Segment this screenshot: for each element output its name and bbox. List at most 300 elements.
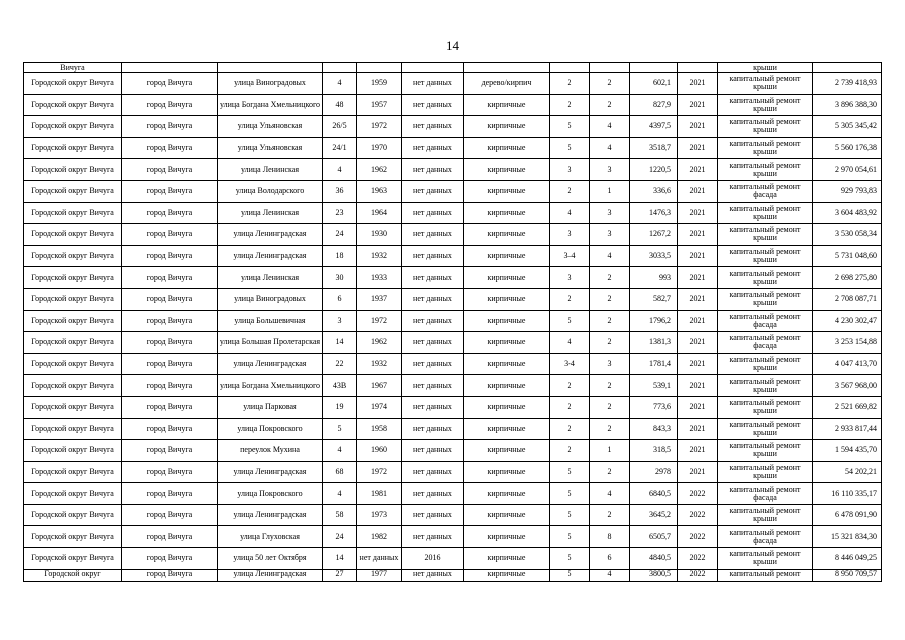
year-planned-cell: 2021 — [678, 396, 718, 418]
work-type-cell: капитальный ремонт крыши — [718, 137, 813, 159]
house-number-cell: 5 — [323, 418, 357, 440]
year-built-cell: 1972 — [357, 116, 402, 138]
year-built-cell: 1972 — [357, 461, 402, 483]
entrances-cell: 2 — [590, 73, 630, 95]
city-cell: город Вичуга — [122, 461, 218, 483]
cost-cell: 4 047 413,70 — [813, 353, 882, 375]
entrances-cell: 6 — [590, 548, 630, 570]
table-row — [24, 288, 882, 310]
street-cell: улица Ленинградская — [218, 245, 323, 267]
cost-cell: 4 230 302,47 — [813, 310, 882, 332]
cost-cell: 15 321 834,30 — [813, 526, 882, 548]
year-overhaul-cell: нет данных — [402, 73, 464, 95]
cost-cell: 2 933 817,44 — [813, 418, 882, 440]
work-type-cell: капитальный ремонт крыши — [718, 288, 813, 310]
municipality-cell: Городской округ Вичуга — [24, 483, 122, 505]
wall-material-cell: кирпичные — [464, 116, 550, 138]
floors-cell: 5 — [550, 310, 590, 332]
table-row — [24, 461, 882, 483]
work-type-cell: капитальный ремонт крыши — [718, 353, 813, 375]
floors-cell: 3 — [550, 224, 590, 246]
housing-repair-table — [23, 62, 882, 582]
cost-cell: 5 731 048,60 — [813, 245, 882, 267]
table-row — [24, 483, 882, 505]
wall-material-cell: кирпичные — [464, 245, 550, 267]
table-row — [24, 353, 882, 375]
year-overhaul-cell: нет данных — [402, 504, 464, 526]
work-type-cell: капитальный ремонт фасада — [718, 310, 813, 332]
wall-material-cell: кирпичные — [464, 526, 550, 548]
year-overhaul-cell: нет данных — [402, 288, 464, 310]
area-cell: 3518,7 — [630, 137, 678, 159]
area-cell: 4840,5 — [630, 548, 678, 570]
table-row — [24, 73, 882, 95]
floors-cell: 3 — [550, 159, 590, 181]
house-number-cell: 19 — [323, 396, 357, 418]
street-cell: улица Ленинская — [218, 159, 323, 181]
year-planned-cell: 2021 — [678, 353, 718, 375]
floors-cell: 2 — [550, 180, 590, 202]
floors-cell: 5 — [550, 548, 590, 570]
house-number-cell: 30 — [323, 267, 357, 289]
cost-cell: 3 567 968,00 — [813, 375, 882, 397]
entrances-cell: 1 — [590, 440, 630, 462]
work-type-cell: капитальный ремонт крыши — [718, 245, 813, 267]
municipality-cell: Городской округ Вичуга — [24, 267, 122, 289]
area-cell: 1381,3 — [630, 332, 678, 354]
street-cell: улица Володарского — [218, 180, 323, 202]
table-row — [24, 180, 882, 202]
cost-cell: 5 560 176,38 — [813, 137, 882, 159]
street-cell: улица Большевичная — [218, 310, 323, 332]
municipality-cell: Городской округ Вичуга — [24, 504, 122, 526]
cost-cell: 3 604 483,92 — [813, 202, 882, 224]
municipality-cell: Городской округ Вичуга — [24, 418, 122, 440]
table-row — [24, 440, 882, 462]
wall-material-cell: кирпичные — [464, 180, 550, 202]
entrances-cell: 3 — [590, 224, 630, 246]
floors-cell: 4 — [550, 332, 590, 354]
house-number-cell: 14 — [323, 548, 357, 570]
floors-cell: 2 — [550, 418, 590, 440]
entrances-cell: 3 — [590, 353, 630, 375]
continued-row — [24, 63, 882, 73]
work-type-cell: капитальный ремонт крыши — [718, 267, 813, 289]
year-built-cell: 1933 — [357, 267, 402, 289]
year-planned-cell: 2021 — [678, 267, 718, 289]
city-cell: город Вичуга — [122, 504, 218, 526]
street-cell: улица Виноградовых — [218, 288, 323, 310]
entrances-cell: 4 — [590, 245, 630, 267]
area-cell: 539,1 — [630, 375, 678, 397]
entrances-cell: 4 — [590, 483, 630, 505]
year-planned-cell: 2021 — [678, 461, 718, 483]
street-cell: улица Ленинградская — [218, 569, 323, 581]
area-cell: 1796,2 — [630, 310, 678, 332]
table-row — [24, 526, 882, 548]
work-type-cell: капитальный ремонт крыши — [718, 418, 813, 440]
cost-cell: 6 478 091,90 — [813, 504, 882, 526]
city-cell: город Вичуга — [122, 483, 218, 505]
page-number: 14 — [446, 38, 459, 53]
floors-cell: 3 — [550, 267, 590, 289]
house-number-cell: 36 — [323, 180, 357, 202]
wall-material-cell: кирпичные — [464, 375, 550, 397]
area-cell: 1267,2 — [630, 224, 678, 246]
area-cell: 993 — [630, 267, 678, 289]
year-built-cell: 1982 — [357, 526, 402, 548]
cost-cell: 2 739 418,93 — [813, 73, 882, 95]
floors-cell: 2 — [550, 94, 590, 116]
year-built-cell: 1964 — [357, 202, 402, 224]
floors-cell: 5 — [550, 569, 590, 581]
year-built-cell: 1973 — [357, 504, 402, 526]
year-planned-cell: 2021 — [678, 310, 718, 332]
floors-cell: 5 — [550, 137, 590, 159]
municipality-cell: Городской округ Вичуга — [24, 548, 122, 570]
city-cell: город Вичуга — [122, 310, 218, 332]
municipality-cell: Городской округ Вичуга — [24, 332, 122, 354]
street-cell: переулок Мухина — [218, 440, 323, 462]
year-overhaul-cell: нет данных — [402, 418, 464, 440]
work-type-cell: капитальный ремонт фасада — [718, 332, 813, 354]
municipality-cell: Городской округ Вичуга — [24, 375, 122, 397]
work-type-cell: капитальный ремонт — [718, 569, 813, 581]
entrances-cell: 2 — [590, 332, 630, 354]
municipality-cell: Городской округ Вичуга — [24, 94, 122, 116]
year-planned-cell: 2022 — [678, 569, 718, 581]
year-overhaul-cell: нет данных — [402, 440, 464, 462]
year-planned-cell: 2022 — [678, 483, 718, 505]
year-overhaul-cell: нет данных — [402, 267, 464, 289]
house-number-cell: 24 — [323, 526, 357, 548]
wall-material-cell: кирпичные — [464, 504, 550, 526]
city-cell: город Вичуга — [122, 548, 218, 570]
city-cell: город Вичуга — [122, 569, 218, 581]
work-type-cell: капитальный ремонт крыши — [718, 94, 813, 116]
floors-cell: 2 — [550, 440, 590, 462]
table-row — [24, 137, 882, 159]
year-planned-cell: 2021 — [678, 245, 718, 267]
cost-cell: 3 253 154,88 — [813, 332, 882, 354]
house-number-cell: 22 — [323, 353, 357, 375]
house-number-cell: 24/1 — [323, 137, 357, 159]
floors-cell: 2 — [550, 288, 590, 310]
year-built-cell: 1962 — [357, 332, 402, 354]
wall-material-cell: кирпичные — [464, 224, 550, 246]
cost-cell: 2 970 054,61 — [813, 159, 882, 181]
city-cell: город Вичуга — [122, 245, 218, 267]
house-number-cell: 24 — [323, 224, 357, 246]
entrances-cell: 2 — [590, 418, 630, 440]
year-overhaul-cell: нет данных — [402, 461, 464, 483]
floors-cell: 5 — [550, 461, 590, 483]
street-cell: улица Ленинская — [218, 202, 323, 224]
city-cell: город Вичуга — [122, 375, 218, 397]
city-cell: город Вичуга — [122, 180, 218, 202]
table-row — [24, 310, 882, 332]
wall-material-cell: кирпичные — [464, 353, 550, 375]
year-overhaul-cell: нет данных — [402, 116, 464, 138]
wall-material-cell: дерево/кирпич — [464, 73, 550, 95]
house-number-cell: 14 — [323, 332, 357, 354]
work-type-cell: капитальный ремонт крыши — [718, 224, 813, 246]
work-type-cell: капитальный ремонт крыши — [718, 375, 813, 397]
year-built-cell: 1967 — [357, 375, 402, 397]
year-overhaul-cell: нет данных — [402, 526, 464, 548]
city-cell: город Вичуга — [122, 288, 218, 310]
municipality-cell: Городской округ Вичуга — [24, 73, 122, 95]
street-cell: улица Богдана Хмельницкого — [218, 375, 323, 397]
year-built-cell: 1957 — [357, 94, 402, 116]
year-planned-cell: 2021 — [678, 440, 718, 462]
cost-cell: 5 305 345,42 — [813, 116, 882, 138]
year-built-cell: 1930 — [357, 224, 402, 246]
table-row — [24, 245, 882, 267]
floors-cell: 5 — [550, 526, 590, 548]
area-cell: 582,7 — [630, 288, 678, 310]
table-row — [24, 224, 882, 246]
year-built-cell: 1958 — [357, 418, 402, 440]
street-cell: улица Большая Пролетарская — [218, 332, 323, 354]
area-cell: 3645,2 — [630, 504, 678, 526]
floors-cell: 4 — [550, 202, 590, 224]
entrances-cell: 2 — [590, 396, 630, 418]
work-type-cell: капитальный ремонт крыши — [718, 461, 813, 483]
wall-material-cell: кирпичные — [464, 461, 550, 483]
work-type-cell: крыши — [718, 63, 813, 73]
year-built-cell: 1962 — [357, 159, 402, 181]
entrances-cell: 4 — [590, 137, 630, 159]
entrances-cell: 2 — [590, 288, 630, 310]
work-type-cell: капитальный ремонт крыши — [718, 396, 813, 418]
street-cell: улица Ульяновская — [218, 116, 323, 138]
street-cell: улица Виноградовых — [218, 73, 323, 95]
city-cell: город Вичуга — [122, 94, 218, 116]
year-planned-cell: 2021 — [678, 94, 718, 116]
street-cell: улица Ленинградская — [218, 461, 323, 483]
table-row — [24, 375, 882, 397]
year-planned-cell: 2021 — [678, 288, 718, 310]
entrances-cell: 2 — [590, 375, 630, 397]
cost-cell: 8 446 049,25 — [813, 548, 882, 570]
municipality-cell: Городской округ Вичуга — [24, 202, 122, 224]
year-built-cell: 1937 — [357, 288, 402, 310]
year-overhaul-cell: нет данных — [402, 245, 464, 267]
table-row — [24, 396, 882, 418]
floors-cell: 3–4 — [550, 245, 590, 267]
year-planned-cell: 2021 — [678, 224, 718, 246]
area-cell: 6505,7 — [630, 526, 678, 548]
house-number-cell: 4 — [323, 159, 357, 181]
year-planned-cell: 2021 — [678, 332, 718, 354]
entrances-cell: 2 — [590, 94, 630, 116]
table-row — [24, 159, 882, 181]
year-built-cell: 1981 — [357, 483, 402, 505]
city-cell: город Вичуга — [122, 224, 218, 246]
house-number-cell: 68 — [323, 461, 357, 483]
city-cell: город Вичуга — [122, 353, 218, 375]
area-cell: 773,6 — [630, 396, 678, 418]
year-built-cell: 1932 — [357, 245, 402, 267]
house-number-cell: 3 — [323, 310, 357, 332]
wall-material-cell: кирпичные — [464, 267, 550, 289]
wall-material-cell: кирпичные — [464, 418, 550, 440]
work-type-cell: капитальный ремонт крыши — [718, 159, 813, 181]
city-cell: город Вичуга — [122, 440, 218, 462]
year-planned-cell: 2021 — [678, 73, 718, 95]
wall-material-cell: кирпичные — [464, 569, 550, 581]
entrances-cell: 2 — [590, 310, 630, 332]
work-type-cell: капитальный ремонт фасада — [718, 483, 813, 505]
municipality-cell: Городской округ Вичуга — [24, 137, 122, 159]
wall-material-cell: кирпичные — [464, 483, 550, 505]
area-cell: 602,1 — [630, 73, 678, 95]
street-cell: улица Ульяновская — [218, 137, 323, 159]
table-row — [24, 267, 882, 289]
cost-cell: 929 793,83 — [813, 180, 882, 202]
year-planned-cell: 2021 — [678, 137, 718, 159]
area-cell: 318,5 — [630, 440, 678, 462]
entrances-cell: 1 — [590, 180, 630, 202]
floors-cell: 3-4 — [550, 353, 590, 375]
wall-material-cell: кирпичные — [464, 310, 550, 332]
area-cell: 4397,5 — [630, 116, 678, 138]
street-cell: улица Богдана Хмельницкого — [218, 94, 323, 116]
area-cell: 3800,5 — [630, 569, 678, 581]
area-cell: 336,6 — [630, 180, 678, 202]
work-type-cell: капитальный ремонт крыши — [718, 116, 813, 138]
cost-cell: 16 110 335,17 — [813, 483, 882, 505]
year-overhaul-cell: нет данных — [402, 353, 464, 375]
house-number-cell: 43В — [323, 375, 357, 397]
municipality-cell: Вичуга — [24, 63, 122, 73]
year-overhaul-cell: нет данных — [402, 310, 464, 332]
house-number-cell: 23 — [323, 202, 357, 224]
year-built-cell: 1977 — [357, 569, 402, 581]
area-cell: 6840,5 — [630, 483, 678, 505]
table-row — [24, 94, 882, 116]
area-cell: 1781,4 — [630, 353, 678, 375]
cost-cell: 3 896 388,30 — [813, 94, 882, 116]
wall-material-cell: кирпичные — [464, 548, 550, 570]
year-planned-cell: 2021 — [678, 375, 718, 397]
wall-material-cell: кирпичные — [464, 94, 550, 116]
year-planned-cell: 2022 — [678, 526, 718, 548]
year-overhaul-cell: нет данных — [402, 569, 464, 581]
year-built-cell: 1970 — [357, 137, 402, 159]
year-overhaul-cell: нет данных — [402, 94, 464, 116]
year-overhaul-cell: нет данных — [402, 483, 464, 505]
year-planned-cell: 2022 — [678, 548, 718, 570]
municipality-cell: Городской округ Вичуга — [24, 461, 122, 483]
year-planned-cell: 2021 — [678, 418, 718, 440]
entrances-cell: 4 — [590, 569, 630, 581]
city-cell: город Вичуга — [122, 396, 218, 418]
cost-cell: 2 521 669,82 — [813, 396, 882, 418]
municipality-cell: Городской округ — [24, 569, 122, 581]
cost-cell: 8 950 709,57 — [813, 569, 882, 581]
work-type-cell: капитальный ремонт фасада — [718, 526, 813, 548]
year-built-cell: 1959 — [357, 73, 402, 95]
city-cell: город Вичуга — [122, 418, 218, 440]
table-row — [24, 332, 882, 354]
street-cell: улица Ленинградская — [218, 504, 323, 526]
year-built-cell: нет данных — [357, 548, 402, 570]
work-type-cell: капитальный ремонт фасада — [718, 180, 813, 202]
table-row — [24, 548, 882, 570]
municipality-cell: Городской округ Вичуга — [24, 396, 122, 418]
house-number-cell: 4 — [323, 440, 357, 462]
cost-cell: 1 594 435,70 — [813, 440, 882, 462]
area-cell: 827,9 — [630, 94, 678, 116]
municipality-cell: Городской округ Вичуга — [24, 159, 122, 181]
wall-material-cell: кирпичные — [464, 137, 550, 159]
table-row — [24, 569, 882, 581]
area-cell: 3033,5 — [630, 245, 678, 267]
floors-cell: 2 — [550, 396, 590, 418]
year-built-cell: 1963 — [357, 180, 402, 202]
house-number-cell: 48 — [323, 94, 357, 116]
wall-material-cell: кирпичные — [464, 440, 550, 462]
street-cell: улица Парковая — [218, 396, 323, 418]
municipality-cell: Городской округ Вичуга — [24, 245, 122, 267]
year-overhaul-cell: нет данных — [402, 224, 464, 246]
city-cell: город Вичуга — [122, 267, 218, 289]
floors-cell: 2 — [550, 73, 590, 95]
work-type-cell: капитальный ремонт крыши — [718, 548, 813, 570]
year-built-cell: 1972 — [357, 310, 402, 332]
floors-cell: 5 — [550, 504, 590, 526]
entrances-cell: 8 — [590, 526, 630, 548]
municipality-cell: Городской округ Вичуга — [24, 180, 122, 202]
cost-cell: 3 530 058,34 — [813, 224, 882, 246]
house-number-cell: 18 — [323, 245, 357, 267]
municipality-cell: Городской округ Вичуга — [24, 353, 122, 375]
house-number-cell: 4 — [323, 483, 357, 505]
year-overhaul-cell: нет данных — [402, 396, 464, 418]
entrances-cell: 2 — [590, 504, 630, 526]
house-number-cell: 27 — [323, 569, 357, 581]
year-overhaul-cell: нет данных — [402, 375, 464, 397]
house-number-cell: 6 — [323, 288, 357, 310]
wall-material-cell: кирпичные — [464, 288, 550, 310]
entrances-cell: 3 — [590, 202, 630, 224]
house-number-cell: 4 — [323, 73, 357, 95]
city-cell: город Вичуга — [122, 202, 218, 224]
year-overhaul-cell: нет данных — [402, 202, 464, 224]
year-planned-cell: 2021 — [678, 202, 718, 224]
street-cell: улица 50 лет Октября — [218, 548, 323, 570]
city-cell: город Вичуга — [122, 159, 218, 181]
municipality-cell: Городской округ Вичуга — [24, 526, 122, 548]
table-row — [24, 202, 882, 224]
floors-cell: 2 — [550, 375, 590, 397]
cost-cell: 54 202,21 — [813, 461, 882, 483]
municipality-cell: Городской округ Вичуга — [24, 288, 122, 310]
year-overhaul-cell: нет данных — [402, 332, 464, 354]
table-row — [24, 504, 882, 526]
entrances-cell: 4 — [590, 116, 630, 138]
street-cell: улица Ленинградская — [218, 353, 323, 375]
year-planned-cell: 2022 — [678, 504, 718, 526]
wall-material-cell: кирпичные — [464, 332, 550, 354]
street-cell: улица Ленинская — [218, 267, 323, 289]
table-row — [24, 418, 882, 440]
house-number-cell: 26/5 — [323, 116, 357, 138]
city-cell: город Вичуга — [122, 526, 218, 548]
work-type-cell: капитальный ремонт крыши — [718, 440, 813, 462]
